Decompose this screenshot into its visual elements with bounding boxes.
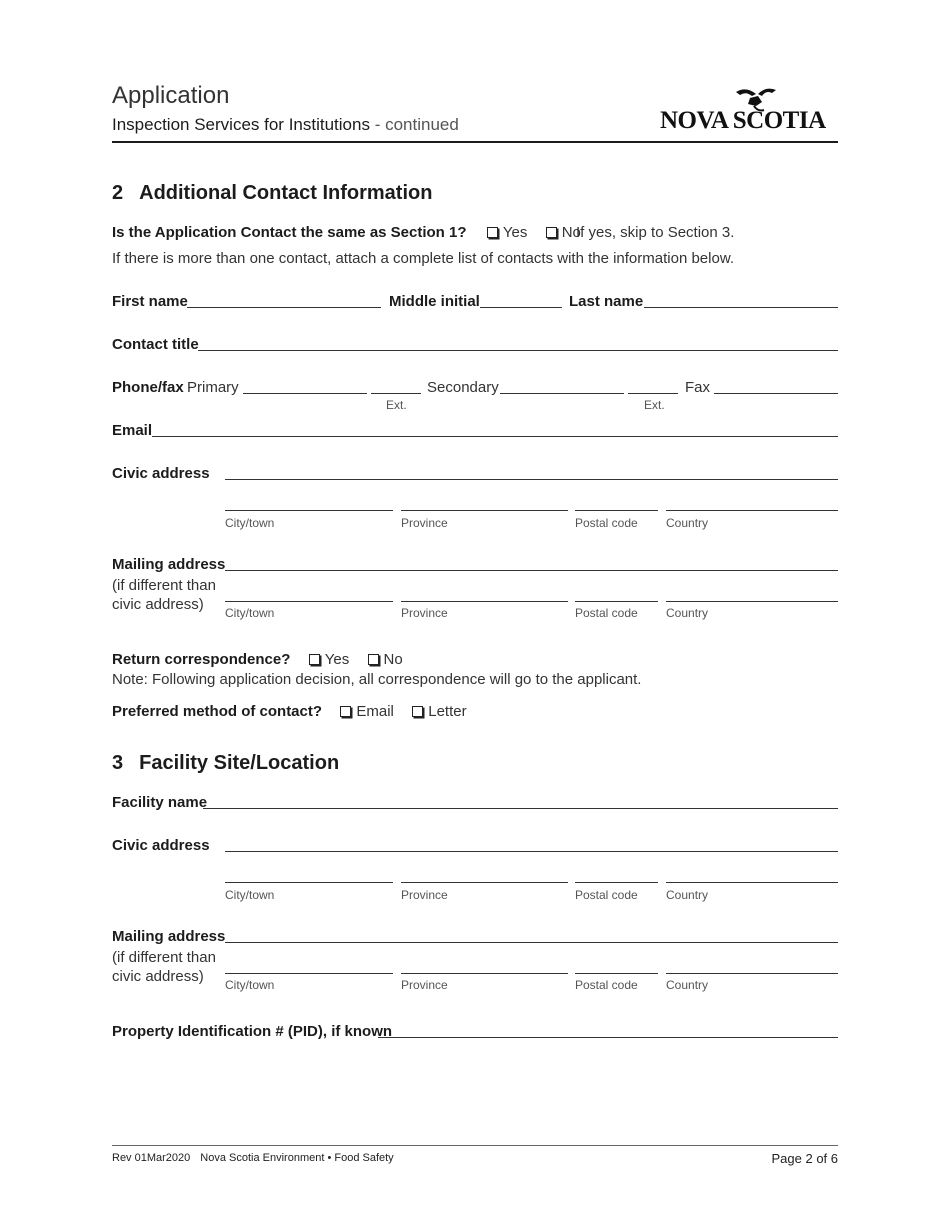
return-correspondence-question: Return correspondence? <box>112 651 291 668</box>
footer-rev: Rev 01Mar2020 <box>112 1152 191 1164</box>
contact-title-field[interactable] <box>198 350 838 351</box>
same-contact-row <box>112 225 581 240</box>
s3-mailing-address-label: Mailing address <box>112 928 226 945</box>
section-2-title: Additional Contact Information <box>139 182 433 204</box>
s2-civic-province-field[interactable] <box>401 510 568 511</box>
s3-mailing-city-field[interactable] <box>225 973 393 974</box>
primary-ext-caption: Ext. <box>386 398 407 412</box>
middle-initial-label: Middle initial <box>389 293 480 310</box>
s2-civic-street-field[interactable] <box>225 479 838 480</box>
primary-phone-field[interactable] <box>243 393 367 394</box>
s2-mailing-province-field[interactable] <box>401 601 568 602</box>
s2-mailing-city-caption: City/town <box>225 606 275 620</box>
s3-civic-city-caption: City/town <box>225 888 275 902</box>
s3-mailing-street-field[interactable] <box>225 942 838 943</box>
s3-mailing-country-field[interactable] <box>666 973 838 974</box>
section-3-heading <box>112 753 339 773</box>
secondary-ext-caption: Ext. <box>644 398 665 412</box>
s2-civic-province-caption: Province <box>401 516 448 530</box>
s2-civic-city-field[interactable] <box>225 510 393 511</box>
s2-civic-city-caption: City/town <box>225 516 275 530</box>
facility-name-label: Facility name <box>112 794 208 811</box>
s2-mailing-country-field[interactable] <box>666 601 838 602</box>
s2-civic-postal-field[interactable] <box>575 510 658 511</box>
s2-mailing-street-field[interactable] <box>225 570 838 571</box>
s3-civic-street-field[interactable] <box>225 851 838 852</box>
multiple-contacts-note: If there is more than one contact, attach a complete list of contacts with the information below. <box>112 250 734 267</box>
s3-mailing-postal-field[interactable] <box>575 973 658 974</box>
s3-mailing-note-1: (if different than <box>112 949 216 966</box>
same-contact-yes-checkbox[interactable] <box>487 227 498 238</box>
nova-scotia-logo <box>658 84 840 134</box>
footer-page-number: Page 2 of 6 <box>771 1151 838 1166</box>
s3-mailing-province-caption: Province <box>401 978 448 992</box>
s2-mailing-postal-field[interactable] <box>575 601 658 602</box>
s3-civic-country-field[interactable] <box>666 882 838 883</box>
last-name-field[interactable] <box>644 307 838 308</box>
s2-mailing-province-caption: Province <box>401 606 448 620</box>
section-3-title: Facility Site/Location <box>139 752 340 774</box>
method-email-checkbox[interactable] <box>340 706 351 717</box>
preferred-method-question: Preferred method of contact? <box>112 703 323 720</box>
primary-label: Primary <box>187 379 239 396</box>
pid-field[interactable] <box>378 1037 838 1038</box>
return-no-checkbox[interactable] <box>368 654 379 665</box>
secondary-label: Secondary <box>427 379 499 396</box>
s2-civic-address-label: Civic address <box>112 465 210 482</box>
s2-mailing-note-1: (if different than <box>112 577 216 594</box>
s2-mailing-postal-caption: Postal code <box>575 606 638 620</box>
subtitle-suffix: - continued <box>369 115 459 134</box>
phone-fax-label: Phone/fax <box>112 379 184 396</box>
s2-mailing-city-field[interactable] <box>225 601 393 602</box>
s3-civic-city-field[interactable] <box>225 882 393 883</box>
footer-rule <box>112 1145 838 1146</box>
email-field[interactable] <box>152 436 838 437</box>
s3-civic-address-label: Civic address <box>112 837 210 854</box>
s3-civic-province-field[interactable] <box>401 882 568 883</box>
secondary-phone-field[interactable] <box>500 393 624 394</box>
contact-title-label: Contact title <box>112 336 199 353</box>
section-2-heading <box>112 183 432 203</box>
middle-initial-field[interactable] <box>480 307 562 308</box>
s3-civic-postal-field[interactable] <box>575 882 658 883</box>
return-no-label: No <box>383 651 403 668</box>
primary-ext-field[interactable] <box>371 393 421 394</box>
first-name-label: First name <box>112 293 188 310</box>
s2-mailing-address-label: Mailing address <box>112 556 226 573</box>
s3-mailing-postal-caption: Postal code <box>575 978 638 992</box>
s2-mailing-note-2: civic address) <box>112 596 204 613</box>
same-contact-no-checkbox[interactable] <box>546 227 557 238</box>
method-letter-checkbox[interactable] <box>412 706 423 717</box>
return-note: Note: Following application decision, all correspondence will go to the applicant. <box>112 671 642 688</box>
method-email-label: Email <box>356 703 394 720</box>
s2-civic-country-field[interactable] <box>666 510 838 511</box>
s2-civic-postal-caption: Postal code <box>575 516 638 530</box>
pid-label: Property Identification # (PID), if known <box>112 1023 393 1040</box>
page-title: Application <box>112 82 230 109</box>
s3-mailing-province-field[interactable] <box>401 973 568 974</box>
subtitle-main: Inspection Services for Institutions <box>112 115 370 134</box>
first-name-field[interactable] <box>187 307 381 308</box>
method-letter-label: Letter <box>428 703 467 720</box>
secondary-ext-field[interactable] <box>628 393 678 394</box>
same-contact-yes-label: Yes <box>502 224 528 241</box>
same-contact-no-label: No <box>561 224 581 241</box>
fax-field[interactable] <box>714 393 838 394</box>
same-contact-question: Is the Application Contact the same as Section 1? <box>112 224 467 241</box>
email-label: Email <box>112 422 153 439</box>
return-correspondence-row <box>112 652 403 667</box>
s3-civic-province-caption: Province <box>401 888 448 902</box>
s3-civic-postal-caption: Postal code <box>575 888 638 902</box>
s3-mailing-city-caption: City/town <box>225 978 275 992</box>
section-2-number: 2 <box>112 182 124 204</box>
fax-label: Fax <box>685 379 711 396</box>
header-rule <box>112 141 838 143</box>
facility-name-field[interactable] <box>203 808 838 809</box>
last-name-label: Last name <box>569 293 644 310</box>
s3-mailing-note-2: civic address) <box>112 968 204 985</box>
page-subtitle <box>112 116 459 133</box>
s2-mailing-country-caption: Country <box>666 606 709 620</box>
s2-civic-country-caption: Country <box>666 516 709 530</box>
return-yes-label: Yes <box>324 651 350 668</box>
logo-text: NOVA SCOTIA <box>660 107 826 134</box>
s3-civic-country-caption: Country <box>666 888 709 902</box>
skip-note: If yes, skip to Section 3. <box>576 224 735 241</box>
footer-dept: Nova Scotia Environment • Food Safety <box>200 1152 394 1164</box>
preferred-method-row <box>112 704 467 719</box>
return-yes-checkbox[interactable] <box>309 654 320 665</box>
section-3-number: 3 <box>112 752 124 774</box>
footer-left <box>112 1153 394 1164</box>
s3-mailing-country-caption: Country <box>666 978 709 992</box>
